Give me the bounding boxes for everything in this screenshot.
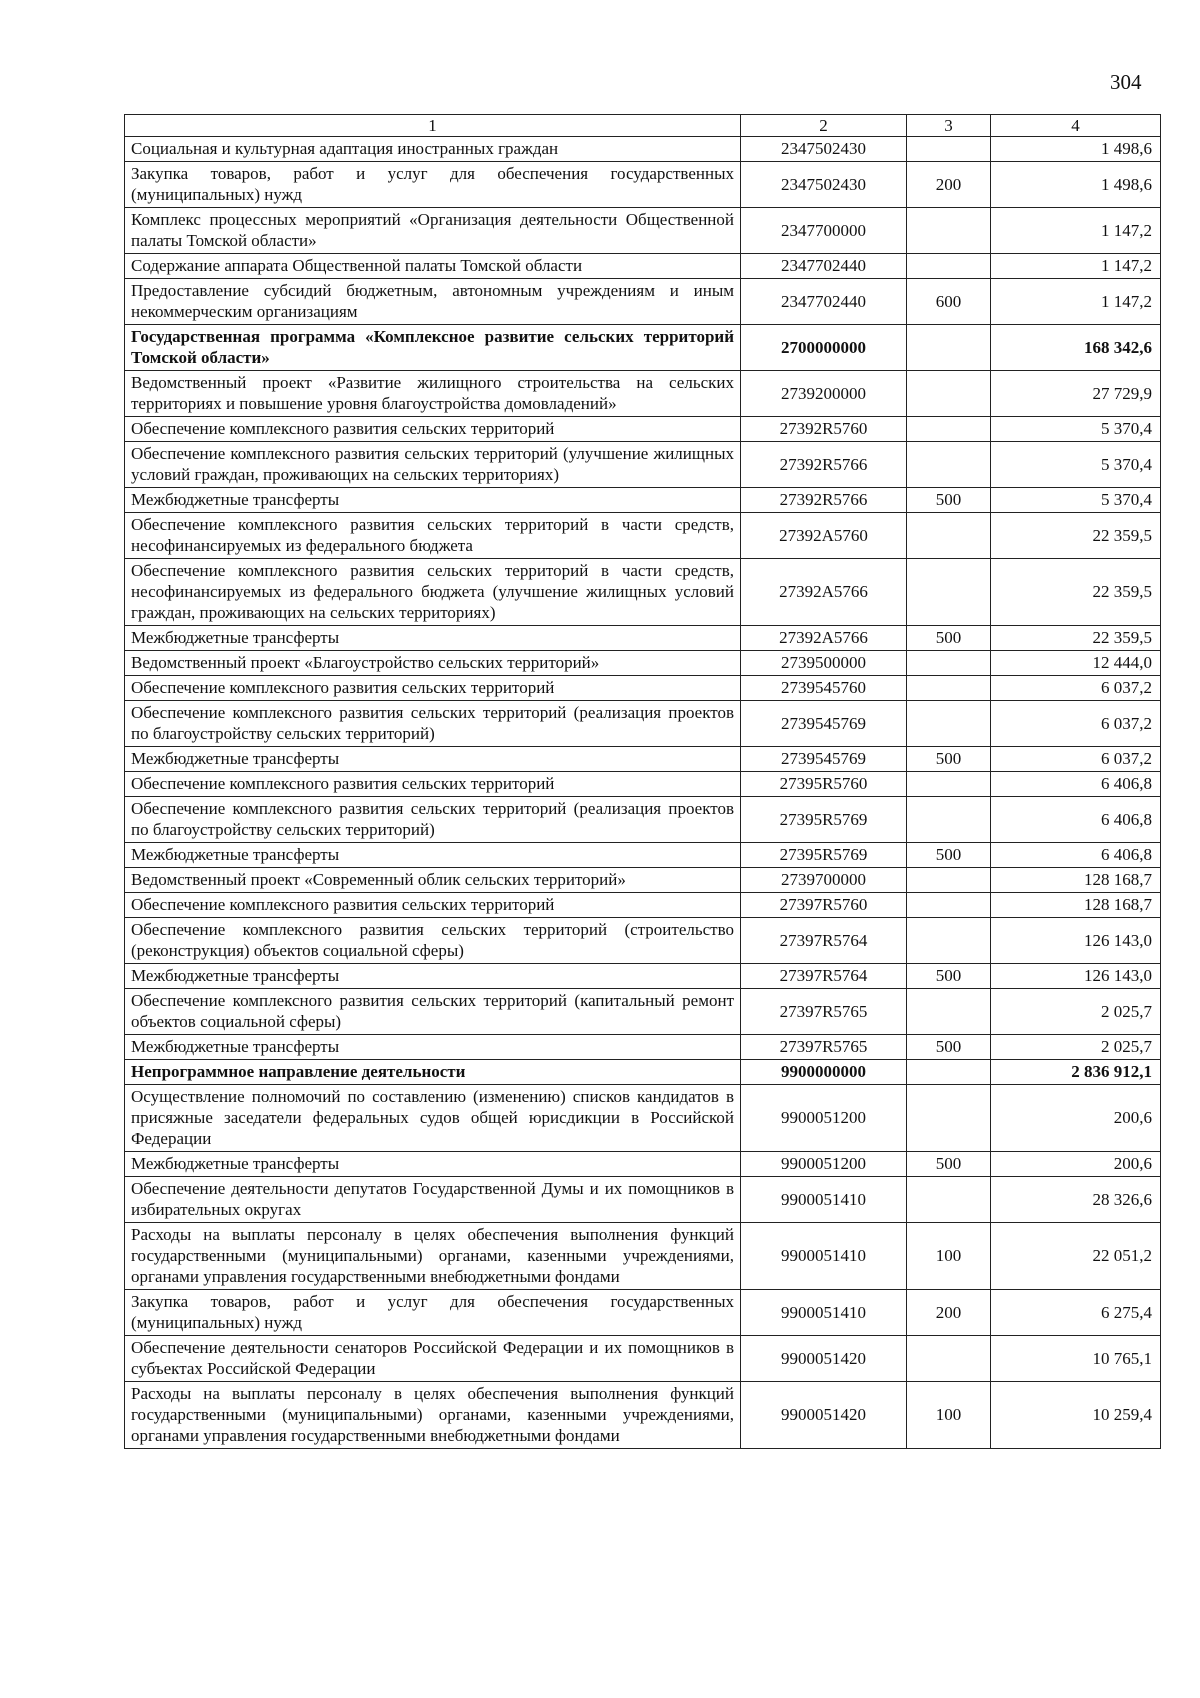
type-cell	[907, 559, 991, 626]
name-cell: Обеспечение комплексного развития сельских территорий	[125, 417, 741, 442]
amount-cell: 126 143,0	[991, 918, 1161, 964]
table-row	[125, 747, 1161, 772]
amount-cell: 2 836 912,1	[991, 1060, 1161, 1085]
type-cell: 600	[907, 279, 991, 325]
amount-cell: 28 326,6	[991, 1177, 1161, 1223]
code-cell: 2739545769	[741, 701, 907, 747]
table-row	[125, 1290, 1161, 1336]
type-cell: 200	[907, 162, 991, 208]
code-cell: 9900051200	[741, 1152, 907, 1177]
table-row	[125, 918, 1161, 964]
amount-cell: 1 498,6	[991, 162, 1161, 208]
table-row	[125, 137, 1161, 162]
table-row	[125, 626, 1161, 651]
amount-cell: 200,6	[991, 1085, 1161, 1152]
code-cell: 9900051420	[741, 1382, 907, 1449]
code-cell: 2347502430	[741, 162, 907, 208]
type-cell	[907, 208, 991, 254]
table-row	[125, 868, 1161, 893]
name-cell: Обеспечение деятельности сенаторов Российской Федерации и их помощников в субъектах Российской Федерации	[125, 1336, 741, 1382]
amount-cell: 6 275,4	[991, 1290, 1161, 1336]
type-cell	[907, 772, 991, 797]
code-cell: 2739545760	[741, 676, 907, 701]
code-cell: 9900051410	[741, 1177, 907, 1223]
name-cell: Обеспечение комплексного развития сельских территорий в части средств, несофинансируемых из федерального бюджета (улучшение жилищных условий граждан, проживающих на сельских территориях)	[125, 559, 741, 626]
header-cell-2: 2	[741, 115, 907, 137]
type-cell	[907, 676, 991, 701]
name-cell: Межбюджетные трансферты	[125, 843, 741, 868]
code-cell: 27397R5764	[741, 918, 907, 964]
table-row	[125, 325, 1161, 371]
name-cell: Межбюджетные трансферты	[125, 747, 741, 772]
amount-cell: 1 147,2	[991, 254, 1161, 279]
name-cell: Межбюджетные трансферты	[125, 1152, 741, 1177]
header-cell-3: 3	[907, 115, 991, 137]
code-cell: 27392A5766	[741, 626, 907, 651]
code-cell: 27395R5760	[741, 772, 907, 797]
type-cell: 200	[907, 1290, 991, 1336]
table-row	[125, 1223, 1161, 1290]
amount-cell: 10 765,1	[991, 1336, 1161, 1382]
code-cell: 2739200000	[741, 371, 907, 417]
name-cell: Обеспечение комплексного развития сельских территорий (улучшение жилищных условий граждан, проживающих на сельских территориях)	[125, 442, 741, 488]
table-row	[125, 893, 1161, 918]
amount-cell: 5 370,4	[991, 442, 1161, 488]
table-row	[125, 1177, 1161, 1223]
code-cell: 9900051420	[741, 1336, 907, 1382]
type-cell: 500	[907, 1152, 991, 1177]
name-cell: Обеспечение комплексного развития сельских территорий	[125, 676, 741, 701]
type-cell: 500	[907, 626, 991, 651]
type-cell	[907, 442, 991, 488]
amount-cell: 1 498,6	[991, 137, 1161, 162]
name-cell: Обеспечение комплексного развития сельских территорий	[125, 772, 741, 797]
table-row	[125, 1060, 1161, 1085]
amount-cell: 168 342,6	[991, 325, 1161, 371]
code-cell: 2347702440	[741, 279, 907, 325]
code-cell: 27392R5766	[741, 442, 907, 488]
amount-cell: 128 168,7	[991, 868, 1161, 893]
table-row	[125, 772, 1161, 797]
name-cell: Предоставление субсидий бюджетным, автономным учреждениям и иным некоммерческим организациям	[125, 279, 741, 325]
type-cell	[907, 1085, 991, 1152]
amount-cell: 6 406,8	[991, 772, 1161, 797]
code-cell: 2739545769	[741, 747, 907, 772]
table-row	[125, 1336, 1161, 1382]
name-cell: Ведомственный проект «Развитие жилищного строительства на сельских территориях и повышение уровня благоустройства домовладений»	[125, 371, 741, 417]
type-cell	[907, 137, 991, 162]
table-row	[125, 417, 1161, 442]
type-cell	[907, 513, 991, 559]
name-cell: Обеспечение комплексного развития сельских территорий в части средств, несофинансируемых из федерального бюджета	[125, 513, 741, 559]
name-cell: Обеспечение комплексного развития сельских территорий	[125, 893, 741, 918]
table-row	[125, 797, 1161, 843]
code-cell: 9900051200	[741, 1085, 907, 1152]
name-cell: Межбюджетные трансферты	[125, 964, 741, 989]
amount-cell: 126 143,0	[991, 964, 1161, 989]
code-cell: 27392A5766	[741, 559, 907, 626]
table-row	[125, 843, 1161, 868]
table-row	[125, 701, 1161, 747]
code-cell: 2347700000	[741, 208, 907, 254]
code-cell: 2347502430	[741, 137, 907, 162]
name-cell: Закупка товаров, работ и услуг для обеспечения государственных (муниципальных) нужд	[125, 162, 741, 208]
amount-cell: 22 359,5	[991, 626, 1161, 651]
name-cell: Обеспечение комплексного развития сельских территорий (строительство (реконструкция) объектов социальной сферы)	[125, 918, 741, 964]
amount-cell: 2 025,7	[991, 989, 1161, 1035]
type-cell	[907, 651, 991, 676]
budget-table	[124, 114, 1161, 1449]
type-cell	[907, 1060, 991, 1085]
code-cell: 9900000000	[741, 1060, 907, 1085]
amount-cell: 1 147,2	[991, 279, 1161, 325]
name-cell: Расходы на выплаты персоналу в целях обеспечения выполнения функций государственными (муниципальными) органами, казенными учреждениями, органами управления государственными внебюджетными фондами	[125, 1223, 741, 1290]
table-row	[125, 442, 1161, 488]
name-cell: Обеспечение комплексного развития сельских территорий (реализация проектов по благоустройству сельских территорий)	[125, 701, 741, 747]
code-cell: 27397R5765	[741, 1035, 907, 1060]
type-cell	[907, 254, 991, 279]
name-cell: Ведомственный проект «Благоустройство сельских территорий»	[125, 651, 741, 676]
amount-cell: 10 259,4	[991, 1382, 1161, 1449]
table-row	[125, 1382, 1161, 1449]
table-row	[125, 162, 1161, 208]
amount-cell: 1 147,2	[991, 208, 1161, 254]
amount-cell: 22 051,2	[991, 1223, 1161, 1290]
name-cell: Межбюджетные трансферты	[125, 626, 741, 651]
amount-cell: 5 370,4	[991, 417, 1161, 442]
amount-cell: 12 444,0	[991, 651, 1161, 676]
table-body	[125, 115, 1161, 1449]
name-cell: Расходы на выплаты персоналу в целях обеспечения выполнения функций государственными (муниципальными) органами, казенными учреждениями, органами управления государственными внебюджетными фондами	[125, 1382, 741, 1449]
name-cell: Межбюджетные трансферты	[125, 1035, 741, 1060]
type-cell: 500	[907, 1035, 991, 1060]
type-cell	[907, 893, 991, 918]
table-row	[125, 676, 1161, 701]
amount-cell: 6 037,2	[991, 747, 1161, 772]
table-row	[125, 1152, 1161, 1177]
code-cell: 2739500000	[741, 651, 907, 676]
code-cell: 27392R5766	[741, 488, 907, 513]
table-row	[125, 513, 1161, 559]
amount-cell: 6 406,8	[991, 797, 1161, 843]
amount-cell: 27 729,9	[991, 371, 1161, 417]
amount-cell: 2 025,7	[991, 1035, 1161, 1060]
name-cell: Ведомственный проект «Современный облик сельских территорий»	[125, 868, 741, 893]
name-cell: Обеспечение деятельности депутатов Государственной Думы и их помощников в избирательных округах	[125, 1177, 741, 1223]
amount-cell: 22 359,5	[991, 513, 1161, 559]
amount-cell: 6 406,8	[991, 843, 1161, 868]
code-cell: 27395R5769	[741, 843, 907, 868]
table-row	[125, 208, 1161, 254]
table-row	[125, 651, 1161, 676]
code-cell: 27392R5760	[741, 417, 907, 442]
name-cell: Обеспечение комплексного развития сельских территорий (капитальный ремонт объектов социальной сферы)	[125, 989, 741, 1035]
type-cell	[907, 797, 991, 843]
name-cell: Межбюджетные трансферты	[125, 488, 741, 513]
type-cell: 100	[907, 1382, 991, 1449]
header-cell-1: 1	[125, 115, 741, 137]
name-cell: Обеспечение комплексного развития сельских территорий (реализация проектов по благоустройству сельских территорий)	[125, 797, 741, 843]
header-cell-4: 4	[991, 115, 1161, 137]
type-cell	[907, 1177, 991, 1223]
type-cell: 100	[907, 1223, 991, 1290]
type-cell	[907, 1336, 991, 1382]
type-cell	[907, 371, 991, 417]
amount-cell: 6 037,2	[991, 676, 1161, 701]
amount-cell: 128 168,7	[991, 893, 1161, 918]
name-cell: Государственная программа «Комплексное развитие сельских территорий Томской области»	[125, 325, 741, 371]
code-cell: 2739700000	[741, 868, 907, 893]
code-cell: 27397R5760	[741, 893, 907, 918]
name-cell: Социальная и культурная адаптация иностранных граждан	[125, 137, 741, 162]
type-cell	[907, 701, 991, 747]
amount-cell: 6 037,2	[991, 701, 1161, 747]
name-cell: Комплекс процессных мероприятий «Организация деятельности Общественной палаты Томской области»	[125, 208, 741, 254]
name-cell: Закупка товаров, работ и услуг для обеспечения государственных (муниципальных) нужд	[125, 1290, 741, 1336]
table-row	[125, 1085, 1161, 1152]
name-cell: Осуществление полномочий по составлению (изменению) списков кандидатов в присяжные заседатели федеральных судов общей юрисдикции в Российской Федерации	[125, 1085, 741, 1152]
code-cell: 2700000000	[741, 325, 907, 371]
table-row	[125, 559, 1161, 626]
type-cell: 500	[907, 488, 991, 513]
amount-cell: 22 359,5	[991, 559, 1161, 626]
type-cell	[907, 918, 991, 964]
table-row	[125, 1035, 1161, 1060]
table-row	[125, 964, 1161, 989]
code-cell: 9900051410	[741, 1290, 907, 1336]
table-row	[125, 989, 1161, 1035]
code-cell: 27397R5764	[741, 964, 907, 989]
code-cell: 9900051410	[741, 1223, 907, 1290]
type-cell: 500	[907, 843, 991, 868]
code-cell: 27392A5760	[741, 513, 907, 559]
type-cell	[907, 325, 991, 371]
type-cell	[907, 868, 991, 893]
type-cell	[907, 417, 991, 442]
table-row	[125, 488, 1161, 513]
amount-cell: 200,6	[991, 1152, 1161, 1177]
table-row	[125, 254, 1161, 279]
page-number: 304	[1110, 70, 1142, 94]
name-cell: Содержание аппарата Общественной палаты Томской области	[125, 254, 741, 279]
table-row	[125, 371, 1161, 417]
type-cell: 500	[907, 747, 991, 772]
code-cell: 27395R5769	[741, 797, 907, 843]
type-cell: 500	[907, 964, 991, 989]
header-row	[125, 115, 1161, 137]
amount-cell: 5 370,4	[991, 488, 1161, 513]
name-cell: Непрограммное направление деятельности	[125, 1060, 741, 1085]
type-cell	[907, 989, 991, 1035]
table-row	[125, 279, 1161, 325]
code-cell: 27397R5765	[741, 989, 907, 1035]
code-cell: 2347702440	[741, 254, 907, 279]
